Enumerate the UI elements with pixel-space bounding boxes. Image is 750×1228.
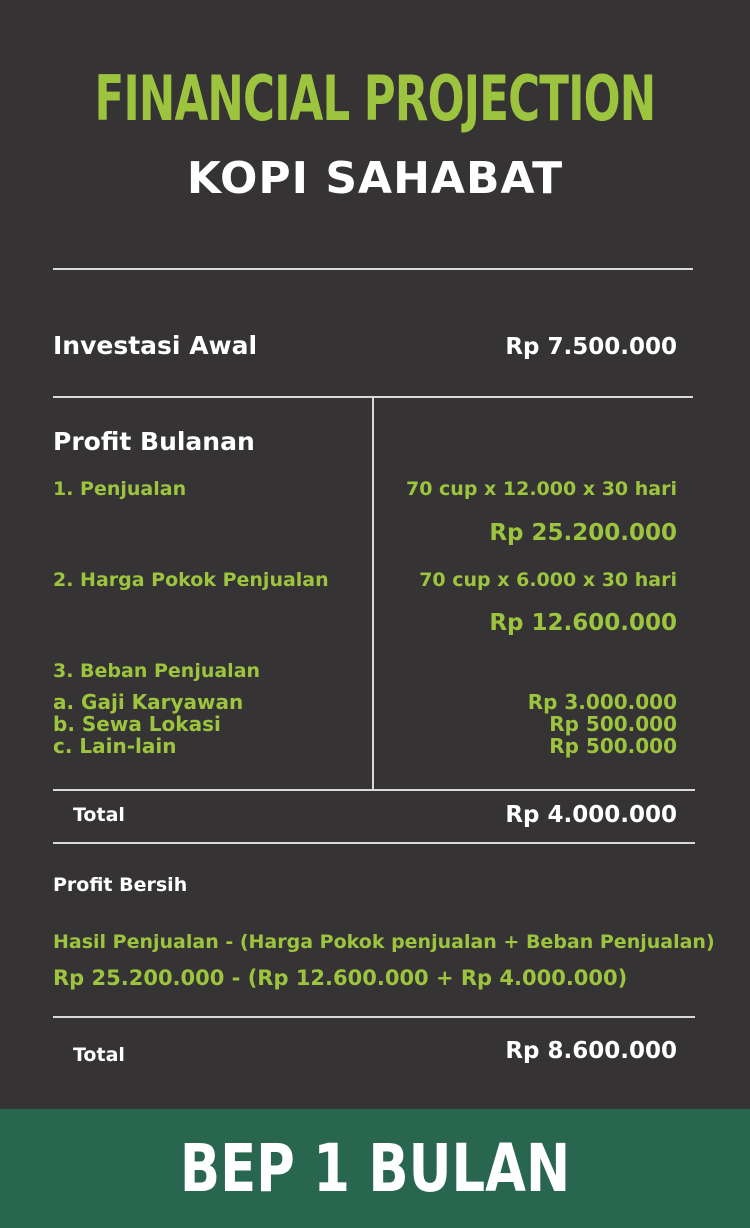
beban-item-label: b. Sewa Lokasi: [53, 712, 221, 736]
page-subtitle: KOPI SAHABAT: [186, 153, 564, 204]
penjualan-label: 1. Penjualan: [53, 478, 187, 500]
beban-label: 3. Beban Penjualan: [53, 660, 261, 682]
divider: [53, 1016, 695, 1018]
page-title: FINANCIAL PROJECTION: [94, 62, 656, 135]
beban-total-label: Total: [73, 804, 125, 826]
divider: [53, 789, 695, 791]
penjualan-value: Rp 25.200.000: [489, 520, 677, 546]
divider: [53, 268, 693, 270]
hpp-formula: 70 cup x 6.000 x 30 hari: [419, 569, 677, 591]
investasi-label: Investasi Awal: [53, 331, 258, 360]
hpp-value: Rp 12.600.000: [489, 610, 677, 636]
profit-bersih-total-value: Rp 8.600.000: [505, 1038, 677, 1064]
hpp-label: 2. Harga Pokok Penjualan: [53, 569, 329, 591]
investasi-value: Rp 7.500.000: [505, 334, 677, 360]
beban-item-value: Rp 500.000: [549, 712, 677, 736]
bep-label: BEP 1 BULAN: [179, 1130, 571, 1207]
beban-item-value: Rp 500.000: [549, 734, 677, 758]
profit-bersih-total-label: Total: [73, 1044, 125, 1066]
divider: [53, 842, 695, 844]
beban-item-value: Rp 3.000.000: [527, 690, 677, 714]
profit-bersih-calculation: Rp 25.200.000 - (Rp 12.600.000 + Rp 4.000.000): [53, 966, 628, 990]
bep-banner: [0, 1109, 750, 1228]
beban-item-label: c. Lain-lain: [53, 734, 177, 758]
profit-bersih-formula: Hasil Penjualan - (Harga Pokok penjualan + Beban Penjualan): [53, 931, 715, 953]
column-divider: [372, 396, 374, 790]
penjualan-formula: 70 cup x 12.000 x 30 hari: [405, 478, 677, 500]
beban-total-value: Rp 4.000.000: [505, 802, 677, 828]
profit-bulanan-heading: Profit Bulanan: [53, 427, 255, 456]
beban-item-label: a. Gaji Karyawan: [53, 690, 244, 714]
profit-bersih-heading: Profit Bersih: [53, 874, 188, 896]
